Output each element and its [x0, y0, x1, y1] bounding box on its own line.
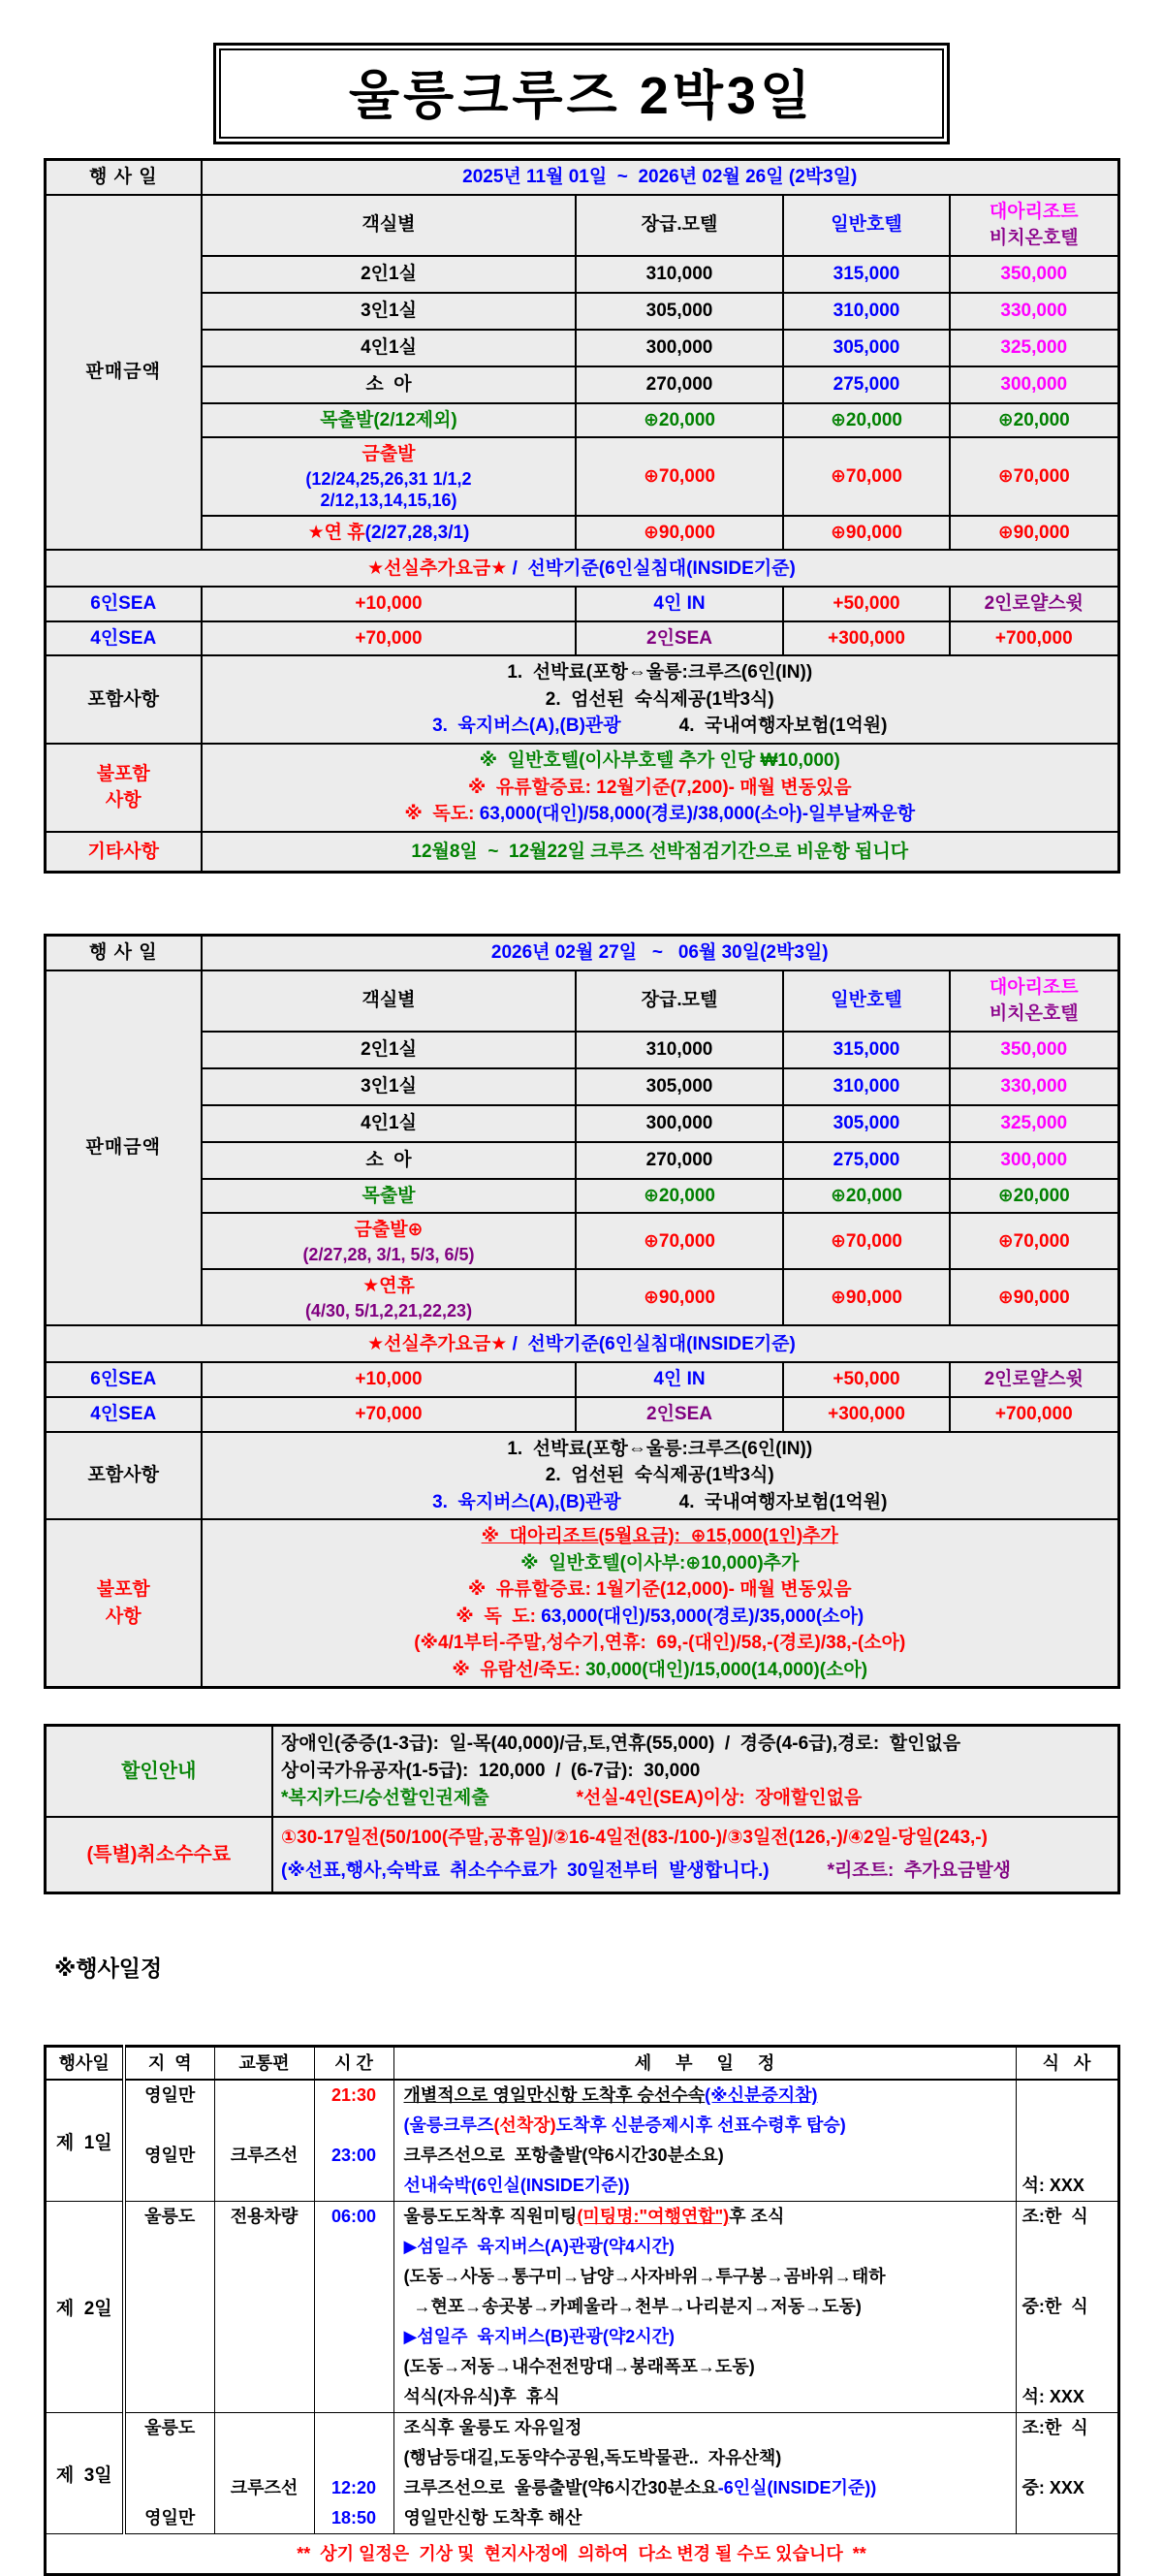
- schedule-footer-row: [45, 2534, 1118, 2575]
- sea-surcharge: +700,000: [950, 1397, 1118, 1432]
- holiday-dates: (4/30, 5/1,2,21,22,23): [304, 1300, 473, 1320]
- day3-row: [45, 2413, 1118, 2534]
- excluded-line3-red: ※ 독 도:: [456, 1606, 542, 1627]
- col-day: 행사일: [45, 2047, 124, 2081]
- price-motel: 270,000: [576, 1142, 783, 1179]
- excluded-line3: [208, 801, 1112, 828]
- holiday-surcharge: ⊕90,000: [783, 1269, 950, 1325]
- discount-line3: [281, 1785, 1110, 1812]
- room-row: [45, 256, 1118, 293]
- room-name: 2인1실: [202, 256, 576, 293]
- discount-line1: 장애인(중증(1-3급): 일-목(40,000)/금,토,연휴(55,000) / 경증(4-6급),경로: 할인없음: [281, 1733, 961, 1755]
- price-resort: 330,000: [950, 293, 1118, 330]
- sea-row: [45, 621, 1118, 656]
- column-header-row: [45, 195, 1118, 256]
- etc-label: 기타사항: [45, 832, 202, 873]
- holiday-surcharge: ⊕90,000: [950, 1269, 1118, 1325]
- excluded-label: [45, 1519, 202, 1688]
- excluded-row: [45, 1519, 1118, 1688]
- price-motel: 310,000: [576, 256, 783, 293]
- excluded-label-line1: 불포함: [96, 763, 150, 784]
- included-content: [202, 1432, 1118, 1520]
- discount-cancel-table: [44, 1724, 1120, 1894]
- price-resort: 325,000: [950, 1105, 1118, 1142]
- col-hotel: 일반호텔: [783, 195, 950, 256]
- event-date-value: 2025년 11월 01일 ~ 2026년 02월 26일 (2박3일): [202, 160, 1118, 195]
- cancel-fee-content: [272, 1817, 1118, 1893]
- day1-time1: 21:30: [330, 2085, 377, 2106]
- thu-surcharge: ⊕20,000: [576, 403, 783, 438]
- sea-cabin-type: 2인SEA: [576, 621, 783, 656]
- day1-meal-cell: [1016, 2080, 1118, 2202]
- thursday-surcharge-row: [45, 403, 1118, 438]
- day3-meal-breakfast: 조:한 식: [1022, 2418, 1088, 2438]
- page-title: 울릉크루즈 2박3일: [219, 48, 944, 139]
- holiday-surcharge: ⊕90,000: [576, 1269, 783, 1325]
- col-resort-line1: 대아리조트: [989, 976, 1079, 998]
- holiday-label-cell: [202, 1269, 576, 1325]
- ulleung-cruise-flyer: [0, 43, 1163, 2564]
- included-line1: 1. 선박료(포항⇔울릉:크루즈(6인(IN)): [507, 662, 813, 684]
- room-name: 4인1실: [202, 1105, 576, 1142]
- room-row: [45, 293, 1118, 330]
- day3-time2: 18:50: [330, 2508, 377, 2528]
- sea-row: [45, 1397, 1118, 1432]
- room-row: [45, 366, 1118, 403]
- excluded-line2: ※ 유류할증료: 1월기준(12,000)- 매월 변동있음: [467, 1579, 852, 1601]
- day1-d1a: 개별적으로 영일만신항 도착후 승선수속: [403, 2085, 706, 2106]
- col-detail: 세 부 일 정: [393, 2047, 1016, 2081]
- fri-dates-line1: (12/24,25,26,31 1/1,2: [305, 468, 472, 489]
- day2-detail-3: (도동→사동→통구미→남양→사자바위→투구봉→곰바위→태하: [403, 2267, 886, 2287]
- day1-detail-1: [394, 2081, 1016, 2111]
- cabin-note-row: [45, 1325, 1118, 1362]
- fri-label-cell: [202, 1213, 576, 1269]
- excluded-content: [202, 744, 1118, 832]
- thu-surcharge: ⊕20,000: [950, 403, 1118, 438]
- sea-surcharge: +10,000: [202, 587, 576, 621]
- schedule-header-row: [45, 2047, 1118, 2081]
- day3-region-cell: [124, 2413, 214, 2534]
- event-date-label: 행 사 일: [45, 160, 202, 195]
- thu-label: 목출발: [202, 1179, 576, 1214]
- price-hotel: 315,000: [783, 1032, 950, 1068]
- day2-detail-2: ▶섬일주 육지버스(A)관광(약4시간): [403, 2237, 675, 2257]
- day2-d1b: (미팅명:"여행연합"): [577, 2207, 730, 2227]
- sale-amount-label: 판매금액: [45, 970, 202, 1326]
- sea-surcharge: +70,000: [202, 621, 576, 656]
- thu-surcharge: ⊕20,000: [576, 1179, 783, 1214]
- day1-detail-3: 크루즈선으로 포항출발(약6시간30분소요): [403, 2146, 724, 2166]
- excluded-label-line2: 사항: [105, 790, 141, 811]
- included-line3a: 3. 육지버스(A),(B)관광: [432, 1491, 621, 1512]
- included-line2: 2. 엄선된 숙식제공(1박3식): [545, 1465, 774, 1486]
- thu-label: 목출발(2/12제외): [202, 403, 576, 438]
- room-name: 소 아: [202, 1142, 576, 1179]
- cancel-line1: ①30-17일전(50/100(주말,공휴일)/②16-4일전(83-/100-)/③3일전(126,-)/④2일-당일(243,-): [281, 1828, 988, 1849]
- price-resort: 300,000: [950, 366, 1118, 403]
- day2-transport: 전용차량: [230, 2207, 299, 2227]
- price-motel: 270,000: [576, 366, 783, 403]
- col-resort: [950, 195, 1118, 256]
- col-transport: 교통편: [214, 2047, 314, 2081]
- day2-time: 06:00: [330, 2207, 377, 2227]
- cabin-note: [45, 550, 1118, 587]
- col-time: 시 간: [314, 2047, 393, 2081]
- fri-surcharge: ⊕70,000: [576, 437, 783, 516]
- holiday-surcharge: ⊕90,000: [576, 516, 783, 551]
- day3-time1: 12:20: [330, 2478, 377, 2498]
- room-row: [45, 1032, 1118, 1068]
- day1-d2c: 도착후 신분증제시후 선표수령후 탑승): [555, 2115, 846, 2136]
- price-hotel: 310,000: [783, 1068, 950, 1105]
- excluded-label-line1: 불포함: [96, 1579, 150, 1601]
- fri-label: 금출발: [361, 444, 416, 465]
- room-row: [45, 330, 1118, 366]
- schedule-table: [44, 2045, 1120, 2576]
- holiday-surcharge-row: [45, 516, 1118, 551]
- sea-cabin-type: 6인SEA: [45, 1362, 202, 1397]
- cabin-note: [45, 1325, 1118, 1362]
- schedule-heading: ※행사일정: [54, 1956, 163, 1982]
- thu-surcharge: ⊕20,000: [783, 403, 950, 438]
- price-motel: 305,000: [576, 293, 783, 330]
- price-hotel: 315,000: [783, 256, 950, 293]
- day1-detail-4: 선내숙박(6인실(INSIDE기준)): [403, 2176, 630, 2196]
- event-date-label: 행 사 일: [45, 936, 202, 970]
- day1-row: [45, 2080, 1118, 2202]
- excluded-line0: ※ 대아리조트(5월요금): ⊕15,000(1인)추가: [481, 1526, 838, 1547]
- day3-d3b: -6인실(INSIDE기준)): [717, 2478, 877, 2498]
- sea-surcharge: +70,000: [202, 1397, 576, 1432]
- title-box: [213, 43, 950, 144]
- holiday-surcharge-row: [45, 1269, 1118, 1325]
- fri-surcharge: ⊕70,000: [576, 1213, 783, 1269]
- sea-cabin-type: 4인 IN: [576, 1362, 783, 1397]
- cancel-fee-row: [45, 1817, 1118, 1893]
- discount-content: [272, 1726, 1118, 1818]
- day3-detail-cell: [393, 2413, 1016, 2534]
- thu-surcharge: ⊕20,000: [783, 1179, 950, 1214]
- excluded-line5-green: 30,000(대인)/15,000(14,000)(소아): [585, 1659, 868, 1680]
- sea-row: [45, 587, 1118, 621]
- cancel-fee-label: (특별)취소수수료: [45, 1817, 272, 1893]
- cancel-line2a: (※선표,행사,숙박료 취소수수료가 30일전부터 발생합니다.): [281, 1860, 770, 1882]
- discount-line3a: *복지카드/승선할인권제출: [281, 1788, 489, 1809]
- day2-label: 제 2일: [45, 2202, 124, 2413]
- price-motel: 300,000: [576, 1105, 783, 1142]
- excluded-line3-blue: 63,000(대인)/53,000(경로)/35,000(소아): [541, 1606, 864, 1627]
- discount-line2: 상이국가유공자(1-5급): 120,000 / (6-7급): 30,000: [281, 1761, 701, 1782]
- day1-region-cell: [124, 2080, 214, 2202]
- room-name: 3인1실: [202, 293, 576, 330]
- fri-surcharge: ⊕70,000: [950, 437, 1118, 516]
- included-line3b: 4. 국내여행자보험(1억원): [678, 1491, 888, 1512]
- sea-surcharge: +300,000: [783, 1397, 950, 1432]
- day2-meal-cell: [1016, 2202, 1118, 2413]
- sale-amount-label: 판매금액: [45, 195, 202, 551]
- cancel-line2b: *리조트: 추가요금발생: [827, 1860, 1012, 1882]
- day2-d1c: 후 조식: [729, 2207, 785, 2227]
- thursday-surcharge-row: [45, 1179, 1118, 1214]
- day1-transport: 크루즈선: [230, 2146, 299, 2166]
- col-region: 지 역: [124, 2047, 214, 2081]
- discount-label: 할인안내: [45, 1726, 272, 1818]
- room-name: 3인1실: [202, 1068, 576, 1105]
- discount-line3b: *선실-4인(SEA)이상: 장애할인없음: [576, 1788, 863, 1809]
- fri-surcharge: ⊕70,000: [783, 1213, 950, 1269]
- day2-detail-7: 석식(자유식)후 휴식: [403, 2387, 560, 2407]
- day2-d1a: 울릉도도착후 직원미팅: [403, 2207, 578, 2227]
- cancel-line2: [281, 1855, 1110, 1888]
- col-room-type: 객실별: [202, 195, 576, 256]
- sea-cabin-type: 2인SEA: [576, 1397, 783, 1432]
- excluded-line1: ※ 일반호텔(이사부호텔 추가 인당 ₩10,000): [479, 750, 840, 772]
- excluded-label: [45, 744, 202, 832]
- col-hotel: 일반호텔: [783, 970, 950, 1032]
- price-hotel: 305,000: [783, 1105, 950, 1142]
- friday-surcharge-row: [45, 437, 1118, 516]
- cabin-note-blue: / 선박기준(6인실침대(INSIDE기준): [507, 1333, 796, 1354]
- sea-surcharge: +50,000: [783, 587, 950, 621]
- event-date-row: [45, 936, 1118, 970]
- col-resort-line2: 비치온호텔: [989, 1003, 1079, 1025]
- fri-label-cell: [202, 437, 576, 516]
- day2-region-cell: [124, 2202, 214, 2413]
- cabin-note-red: ★선실추가요금★: [367, 557, 508, 579]
- included-line3a: 3. 육지버스(A),(B)관광: [432, 716, 621, 737]
- included-line3: [208, 1489, 1112, 1516]
- price-resort: 300,000: [950, 1142, 1118, 1179]
- included-content: [202, 655, 1118, 744]
- day2-meal-breakfast: 조:한 식: [1022, 2207, 1088, 2227]
- excluded-line3-red: ※ 독도:: [404, 804, 480, 825]
- event-date-row: [45, 160, 1118, 195]
- event-date-value: 2026년 02월 27일 ~ 06월 30일(2박3일): [202, 936, 1118, 970]
- price-resort: 350,000: [950, 1032, 1118, 1068]
- included-line3: [208, 713, 1112, 740]
- day1-time-cell: [314, 2080, 393, 2202]
- cabin-note-blue: / 선박기준(6인실침대(INSIDE기준): [507, 557, 796, 579]
- col-room-type: 객실별: [202, 970, 576, 1032]
- holiday-surcharge: ⊕90,000: [783, 516, 950, 551]
- day2-detail-1: [394, 2202, 1016, 2232]
- day3-detail-3: [394, 2473, 1016, 2503]
- thu-surcharge: ⊕20,000: [950, 1179, 1118, 1214]
- included-row: [45, 1432, 1118, 1520]
- fri-surcharge: ⊕70,000: [783, 437, 950, 516]
- holiday-surcharge: ⊕90,000: [950, 516, 1118, 551]
- sea-cabin-type: 6인SEA: [45, 587, 202, 621]
- day2-row: [45, 2202, 1118, 2413]
- included-label: 포함사항: [45, 1432, 202, 1520]
- room-row: [45, 1068, 1118, 1105]
- excluded-line3: [208, 1604, 1112, 1631]
- sea-row: [45, 1362, 1118, 1397]
- schedule-footer-note: ** 상기 일정은 기상 및 현지사정에 의하여 다소 변경 될 수도 있습니다 **: [45, 2534, 1118, 2575]
- col-resort: [950, 970, 1118, 1032]
- excluded-line5: [208, 1657, 1112, 1684]
- day1-d1b: (※신분증지참): [705, 2085, 818, 2106]
- excluded-line2: ※ 유류할증료: 12월기준(7,200)- 매월 변동있음: [467, 777, 852, 798]
- fri-dates: (2/27,28, 3/1, 5/3, 6/5): [302, 1244, 475, 1264]
- price-motel: 310,000: [576, 1032, 783, 1068]
- day3-label: 제 3일: [45, 2413, 124, 2534]
- sea-cabin-type: 2인로얄스윗: [950, 587, 1118, 621]
- day1-time2: 23:00: [330, 2146, 377, 2166]
- col-motel: 장급.모텔: [576, 195, 783, 256]
- price-resort: 350,000: [950, 256, 1118, 293]
- day2-detail-5: ▶섬일주 육지버스(B)관광(약2시간): [403, 2327, 675, 2347]
- price-hotel: 275,000: [783, 1142, 950, 1179]
- day1-transport-cell: [214, 2080, 314, 2202]
- day1-d2a: (울릉크루즈: [403, 2115, 494, 2136]
- fri-surcharge: ⊕70,000: [950, 1213, 1118, 1269]
- day2-meal-lunch: 중:한 식: [1022, 2297, 1088, 2317]
- day2-detail-6: (도동→저동→내수전전망대→봉래폭포→도동): [403, 2357, 755, 2377]
- sea-cabin-type: 4인SEA: [45, 1397, 202, 1432]
- day2-meal-dinner: 석: XXX: [1022, 2387, 1084, 2407]
- day1-region1: 영일만: [144, 2085, 196, 2106]
- cabin-note-row: [45, 550, 1118, 587]
- day2-transport-cell: [214, 2202, 314, 2413]
- sea-cabin-type: 4인SEA: [45, 621, 202, 656]
- day1-d2b: (선착장): [493, 2115, 556, 2136]
- day1-detail-cell: [393, 2080, 1016, 2202]
- sea-surcharge: +50,000: [783, 1362, 950, 1397]
- excluded-row: [45, 744, 1118, 832]
- price-hotel: 310,000: [783, 293, 950, 330]
- friday-surcharge-row: [45, 1213, 1118, 1269]
- holiday-dates: (2/27,28,3/1): [364, 522, 470, 543]
- room-name: 2인1실: [202, 1032, 576, 1068]
- day3-transport-cell: [214, 2413, 314, 2534]
- price-table-2025: [44, 158, 1120, 874]
- price-resort: 330,000: [950, 1068, 1118, 1105]
- holiday-label-cell: [202, 516, 576, 551]
- col-resort-line1: 대아리조트: [989, 201, 1079, 222]
- etc-row: [45, 832, 1118, 873]
- sea-surcharge: +300,000: [783, 621, 950, 656]
- day3-meal-cell: [1016, 2413, 1118, 2534]
- day3-detail-2: (행남등대길,도동약수공원,독도박물관.. 자유산책): [403, 2448, 782, 2468]
- day2-region: 울릉도: [144, 2207, 196, 2227]
- day1-label: 제 1일: [45, 2080, 124, 2202]
- day3-time-cell: [314, 2413, 393, 2534]
- room-row: [45, 1105, 1118, 1142]
- price-hotel: 305,000: [783, 330, 950, 366]
- day1-detail-2: [394, 2111, 1016, 2141]
- discount-row: [45, 1726, 1118, 1818]
- day2-detail-cell: [393, 2202, 1016, 2413]
- excluded-line5-red: ※ 유람선/죽도:: [452, 1659, 586, 1680]
- day3-region2: 영일만: [144, 2508, 196, 2528]
- room-name: 4인1실: [202, 330, 576, 366]
- excluded-label-line2: 사항: [105, 1606, 141, 1627]
- excluded-line1: ※ 일반호텔(이사부:⊕10,000)추가: [520, 1552, 800, 1574]
- day2-time-cell: [314, 2202, 393, 2413]
- sea-surcharge: +10,000: [202, 1362, 576, 1397]
- day3-detail-1: 조식후 울릉도 자유일정: [403, 2418, 582, 2438]
- col-resort-line2: 비치온호텔: [989, 228, 1079, 249]
- holiday-label: ★연휴: [362, 1276, 415, 1297]
- room-row: [45, 1142, 1118, 1179]
- included-row: [45, 655, 1118, 744]
- room-name: 소 아: [202, 366, 576, 403]
- column-header-row: [45, 970, 1118, 1032]
- day3-transport: 크루즈선: [230, 2478, 299, 2498]
- included-line1: 1. 선박료(포항⇔울릉:크루즈(6인(IN)): [507, 1438, 813, 1459]
- day3-d3a: 크루즈선으로 울릉출발(약6시간30분소요: [403, 2478, 718, 2498]
- sea-cabin-type: 2인로얄스윗: [950, 1362, 1118, 1397]
- fri-dates-line2: 2/12,13,14,15,16): [320, 491, 457, 511]
- day1-region2: 영일만: [144, 2146, 196, 2166]
- included-line3b: 4. 국내여행자보험(1억원): [678, 716, 888, 737]
- price-motel: 300,000: [576, 330, 783, 366]
- price-hotel: 275,000: [783, 366, 950, 403]
- col-meal: 식 사: [1016, 2047, 1118, 2081]
- included-label: 포함사항: [45, 655, 202, 744]
- excluded-line3-blue: 63,000(대인)/58,000(경로)/38,000(소아)-일부날짜운항: [479, 804, 916, 825]
- etc-text: 12월8일 ~ 12월22일 크루즈 선박점검기간으로 비운항 됩니다: [202, 832, 1118, 873]
- day2-detail-4: →현포→송곳봉→카페울라→천부→나리분지→저동→도동): [403, 2297, 862, 2317]
- excluded-line4: (※4/1부터-주말,성수기,연휴: 69,-(대인)/58,-(경로)/38,-(소아): [414, 1633, 906, 1654]
- price-motel: 305,000: [576, 1068, 783, 1105]
- day3-meal-lunch: 중: XXX: [1022, 2478, 1084, 2498]
- sea-surcharge: +700,000: [950, 621, 1118, 656]
- day3-detail-4: 영일만신항 도착후 해산: [403, 2508, 582, 2528]
- price-resort: 325,000: [950, 330, 1118, 366]
- cabin-note-red: ★선실추가요금★: [367, 1333, 508, 1354]
- day1-meal-dinner: 석: XXX: [1022, 2176, 1084, 2196]
- price-table-2026: [44, 934, 1120, 1689]
- fri-label: 금출발⊕: [354, 1220, 424, 1241]
- holiday-label: ★연 휴: [307, 522, 365, 543]
- sea-cabin-type: 4인 IN: [576, 587, 783, 621]
- day3-region1: 울릉도: [144, 2418, 196, 2438]
- col-motel: 장급.모텔: [576, 970, 783, 1032]
- included-line2: 2. 엄선된 숙식제공(1박3식): [545, 688, 774, 710]
- excluded-content: [202, 1519, 1118, 1688]
